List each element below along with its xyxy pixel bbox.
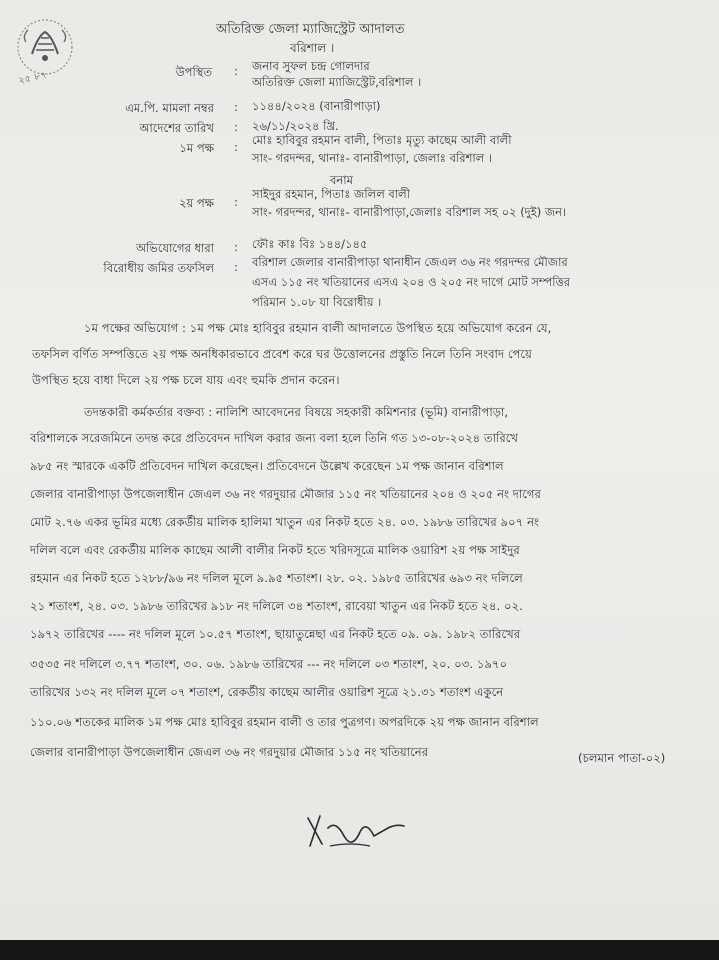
colon: :	[234, 140, 238, 154]
seal-caption: ২৫ ৮৭	[17, 70, 49, 87]
section-value: ফৌঃ কাঃ বিঃ ১৪৪/১৪৫	[252, 237, 368, 251]
body-line: দলিল বলে এবং রেকর্ডীয় মালিক কাছেম আলী বালীর নিকট হতে খরিদসূত্রে মালিক ওয়ারিশ ২য় পক্ষ সাইদুর	[30, 543, 520, 557]
body-line: ৩৫৩৫ নং দলিলে ৩.৭৭ শতাংশ, ৩০. ০৬. ১৯৮৬ তারিখের --- নং দলিলে ০৩ শতাংশ, ২০. ০৩. ১৯৭০	[30, 657, 508, 671]
body-line: তদন্তকারী কর্মকর্তার বক্তব্য : নালিশি আবেদনের বিষয়ে সহকারী কমিশনার (ভূমি) বানারীপাড়া,	[84, 405, 509, 419]
land-schedule-line-3: পরিমান ১.০৮ যা বিরোধীয় ।	[252, 295, 382, 309]
second-party-address: সাং- গরদন্দর, থানাঃ- বানারীপাড়া,জেলাঃ বরিশাল সহ ০২ (দুই) জন।	[252, 205, 567, 219]
land-schedule-label: বিরোধীয় জমির তফসিল	[103, 261, 214, 275]
colon: :	[234, 260, 238, 274]
body-line: উপস্থিত হয়ে বাধা দিলে ২য় পক্ষ চলে যায় এবং হুমকি প্রদান করেন।	[32, 373, 340, 387]
body-line: ২১ শতাংশ, ২৪. ০৩. ১৯৮৬ তারিখের ৯১৮ নং দলিলে ৩৪ শতাংশ, রাবেয়া খাতুন এর নিকট হতে ২৪. ০২.	[30, 599, 523, 613]
versus-label: বনাম	[330, 173, 353, 187]
first-party-label: ১ম পক্ষ	[179, 141, 214, 155]
body-line: তারিখের ১৩২ নং দলিল মূলে ০৭ শতাংশ, রেকর্ডীয় কাছেম আলীর ওয়ারিশ সূত্রে ২১.৩১ শতাংশ একুনে	[30, 685, 504, 699]
continued-page-note: (চলমান পাতা-০২)	[578, 751, 666, 765]
body-line: ১ম পক্ষের অভিযোগ : ১ম পক্ষ মোঃ হাবিবুর রহমান বালী আদালতে উপস্থিত হয়ে অভিযোগ করেন যে,	[84, 321, 552, 335]
body-line: জেলার বানারীপাড়া উপজেলাধীন জেএল ৩৬ নং গরদুয়ার মৌজার ১১৫ নং খতিয়ানের ২০৪ ও ২০৫ নং দাগের	[30, 487, 541, 501]
case-number-label: এম.পি. মামলা নম্বর	[125, 101, 214, 115]
first-party-address: সাং- গরদন্দর, থানাঃ- বানারীপাড়া, জেলাঃ বরিশাল ।	[252, 151, 493, 165]
colon: :	[234, 120, 238, 134]
body-line: তফসিল বর্ণিত সম্পত্তিতে ২য় পক্ষ অনধিকারভাবে প্রবেশ করে ঘর উত্তোলনের প্রস্তুতি নিলে তিনি সংবাদ পেয়ে	[32, 347, 532, 361]
order-date-value: ২৬/১১/২০২৪ খ্রি.	[252, 119, 339, 133]
order-date-label: আদেশের তারিখ	[139, 121, 214, 135]
second-party-label: ২য় পক্ষ	[178, 196, 214, 210]
handwritten-signature	[300, 806, 410, 856]
present-value-title: অতিরিক্ত জেলা ম্যাজিস্ট্রেট,বরিশাল ।	[252, 75, 422, 89]
first-party-name: মোঃ হাবিবুর রহমান বালী, পিতাঃ মৃত্যু কাছেম আলী বালী	[252, 133, 512, 147]
body-line: বরিশালকে সরেজমিনে তদন্ত করে প্রতিবেদন দাখিল করার জন্য বলা হলে তিনি গত ১৩-০৮-২০২৪ তারিখে	[30, 431, 519, 445]
colon: :	[234, 195, 238, 209]
colon: :	[234, 100, 238, 114]
section-label: অভিযোগের ধারা	[136, 241, 214, 255]
body-line: ১১০.০৬ শতকের মালিক ১ম পক্ষ মোঃ হাবিবুর রহমান বালী ও তার পুত্রগণ। অপরদিকে ২য় পক্ষ জানান বরিশাল	[30, 715, 539, 729]
present-label: উপস্থিত	[175, 65, 212, 79]
case-number-value: ১১৪৪/২০২৪ (বানারীপাড়া)	[252, 99, 381, 113]
second-party-name: সাইদুর রহমান, পিতাঃ জলিল বালী	[252, 187, 411, 201]
land-schedule-line-2: এসএ ১১৫ নং খতিয়ানের এসএ ২০৪ ও ২০৫ নং দাগে মোট সম্পত্তির	[252, 275, 571, 289]
body-line: ১৯৭২ তারিখের ---- নং দলিল মূলে ১০.৫৭ শতাংশ, ছায়াতুন্নেছা এর নিকট হতে ০৯. ০৯. ১৯৮২ তারিখের	[30, 627, 521, 641]
colon: :	[234, 64, 238, 78]
body-line: মোট ২.৭৬ একর ভূমির মধ্যে রেকর্ডীয় মালিক হালিমা খাতুন এর নিকট হতে ২৪. ০৩. ১৯৮৬ তারিখের ৯০৭ নং	[30, 515, 539, 529]
land-schedule-line-1: বরিশাল জেলার বানারীপাড়া থানাধীন জেএল ৩৬ নং গরদন্দর মৌজার	[252, 255, 568, 269]
court-title: অতিরিক্ত জেলা ম্যাজিস্ট্রেট আদালত	[216, 22, 405, 37]
colon: :	[234, 240, 238, 254]
body-line: জেলার বানারীপাড়া উপজেলাধীন জেএল ৩৬ নং গরদুয়ার মৌজার ১১৫ নং খতিয়ানের	[30, 745, 429, 759]
present-value-name: জনাব সুফল চন্দ্র গোলদার	[252, 59, 370, 73]
body-line: রহমান এর নিকট হতে ১২৮৮/৯৬ নং দলিল মূলে ৯.৯৫ শতাংশ। ২৮. ০২. ১৯৮৫ তারিখের ৬৯৩ নং দলিলে	[30, 571, 523, 585]
photo-bottom-edge	[0, 940, 719, 960]
body-line: ৯৮৫ নং স্মারকে একটি প্রতিবেদন দাখিল করেছেন। প্রতিবেদনে উল্লেখ করেছেন ১ম পক্ষ জানান বরিশাল	[30, 459, 504, 473]
court-district: বরিশাল ।	[290, 41, 335, 55]
